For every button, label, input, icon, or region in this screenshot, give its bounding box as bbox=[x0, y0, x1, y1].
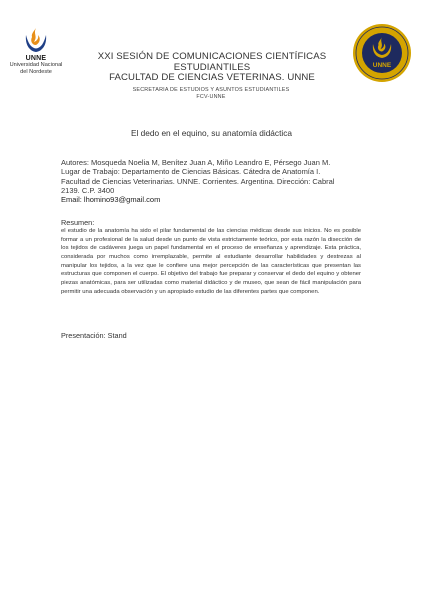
work-title: El dedo en el equino, su anatomía didáctica bbox=[131, 128, 292, 138]
workplace-line: Lugar de Trabajo: Departamento de Ciencias Básicas. Cátedra de Anatomía I. bbox=[61, 167, 321, 177]
left-logo-subtitle-1: Universidad Nacional bbox=[9, 62, 63, 68]
event-title bbox=[78, 52, 346, 84]
email-line: Email: lhomino93@gmail.com bbox=[61, 195, 161, 205]
seal-text: UNNE bbox=[372, 62, 392, 69]
unne-logo-left bbox=[6, 26, 66, 76]
presentation-type: Presentación: Stand bbox=[61, 331, 127, 340]
left-logo-name: UNNE bbox=[25, 55, 47, 62]
authors-block bbox=[61, 158, 361, 204]
event-subtitle-line-1: SECRETARIA DE ESTUDIOS Y ASUNTOS ESTUDIANTILES bbox=[132, 87, 290, 93]
unne-seal-right bbox=[352, 23, 412, 83]
event-title-line-2: ESTUDIANTILES bbox=[173, 61, 251, 73]
unne-flame-logo-icon bbox=[23, 26, 49, 54]
faculty-line: Facultad de Ciencias Veterinarias. UNNE. Corrientes. Argentina. Dirección: Cabral bbox=[61, 176, 335, 186]
event-title-line-3: FACULTAD DE CIENCIAS VETERINAS. UNNE bbox=[109, 72, 315, 84]
authors-line: Autores: Mosqueda Noelia M, Benítez Juan A, Miño Leandro E, Pérsego Juan M. bbox=[61, 158, 331, 167]
resumen-label: Resumen: bbox=[61, 218, 95, 227]
resumen-text: el estudio de la anatomía ha sido el pilar fundamental de las ciencias médicas desde sus inicios. No es posible formar a un profesional de la salud desde un punto de vista estrictamente teórico, por esta razón la disección de los tejidos de cadáveres juega un papel fundamental en el proceso de enseñanza y aprendizaje. Esta práctica, considerada por muchos como irremplazable, permite al estudiante desarrollar habilidades y destrezas al manipular los tejidos, a la vez que le confiere una mejor percepción de las características que presentan las estructuras que componen el cuerpo. El objetivo del trabajo fue preparar y conservar el dedo del equino y obtener piezas anatómicas, para ser utilizadas como material didáctico y de museo, que sean de fácil manipulación para permitir una adecuada observación y un apropiado estudio de las diferentes partes que componen. bbox=[61, 228, 361, 295]
unne-seal-logo-icon bbox=[352, 23, 412, 83]
event-subtitle bbox=[100, 87, 322, 102]
event-title-line-1: XXI SESIÓN DE COMUNICACIONES CIENTÍFICAS bbox=[97, 51, 327, 62]
left-logo-subtitle-2: del Nordeste bbox=[20, 69, 52, 75]
postal-line: 2139. C.P. 3400 bbox=[61, 185, 115, 195]
event-subtitle-line-2: FCV-UNNE bbox=[196, 94, 226, 101]
